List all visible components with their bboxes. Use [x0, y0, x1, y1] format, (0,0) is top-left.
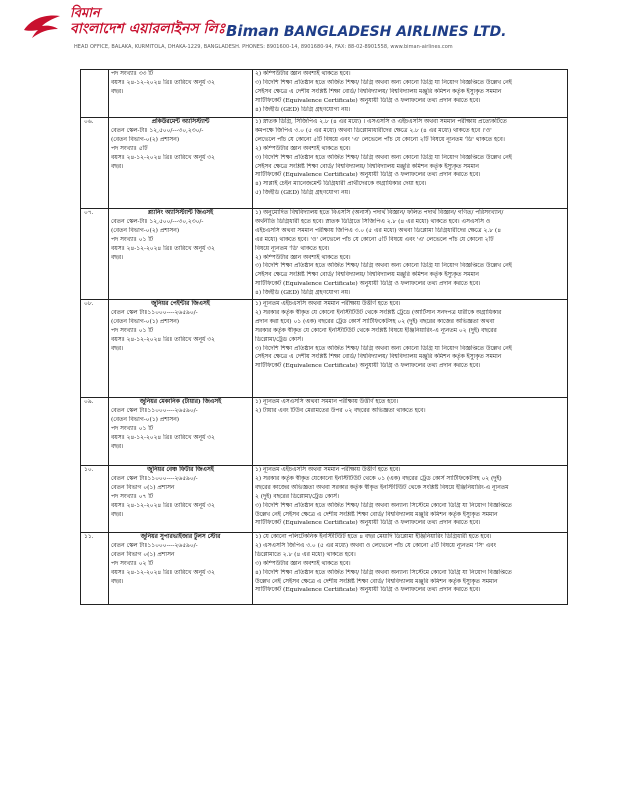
post-detail-line: পদ সংখ্যাঃ ০১ টি — [111, 327, 154, 334]
company-name-rest: BANGLADESH AIRLINES LTD. — [283, 24, 507, 40]
requirement-line: প্রদান করা হবে) ০১ (এক) বছরের ট্রেড কোর্স সার্টিফিকেটসহ ০২ (দুই) বছরের কাজের অভিজ্ঞতা অথবা — [255, 318, 495, 325]
post-title: প্রকিউরমেন্ট অ্যাসিস্ট্যান্ট — [151, 118, 210, 125]
requirement-line: সার্টিফিকেট (Equivalence Certificate) অনুযায়ী ডিগ্রি ও ফলাফলের তথ্য প্রদান করতে হবে। — [255, 172, 481, 179]
requirement-line: সার্টিফিকেট (Equivalence Certificate) অনুযায়ী ডিগ্রি ও ফলাফলের তথ্য প্রদান করতে হবে। — [255, 363, 481, 370]
requirement-line: সার্টিফিকেট (Equivalence Certificate) অনুযায়ী ডিগ্রি ও ফলাফলের তথ্য প্রদান করতে হবে। — [255, 520, 481, 527]
post-detail-line: বছর। — [111, 254, 124, 261]
post-detail-line: বয়সঃ ২৪-১২-২০২৪ খ্রিঃ তারিখে অনূর্ধ ৩২ — [111, 154, 215, 161]
letterhead — [0, 0, 618, 58]
post-detail-line: (বেতন বিভাগ-০(২) প্রশাসন) — [111, 227, 180, 234]
requirement-line: বছরের কাজের অভিজ্ঞতা অথবা সরকার কর্তৃক স্বীকৃত ইনস্টিটিউট থেকে সংশ্লিষ্ট বিষয়ে ইঞ্জিনিয়ারিং-এ ন্যূনতম — [255, 484, 509, 491]
requirement-line: ২) কম্পিউটার জ্ঞান অবশ্যই থাকতে হবে। — [255, 254, 351, 261]
requirement-line: ১) ন্যূনতম এসএসসি অথবা সমমান পরীক্ষায় উত্তীর্ণ হতে হবে। — [255, 399, 399, 405]
requirement-line: সেইসব ক্ষেত্রে এ দেশীয় সংশ্লিষ্ট শিক্ষা বোর্ড/ বিশ্ববিদ্যালয়/ বিশ্ববিদ্যালয় মঞ্জুরি কমিশন কর্তৃক ইস্যুকৃত সমমান — [255, 354, 502, 361]
post-title: জুনিয়র পেইন্টার জিএসই — [151, 300, 210, 307]
post-details — [109, 118, 253, 209]
post-detail-line: বছর। — [111, 345, 124, 352]
post-detail-line: বয়সঃ ২৪-১২-২০২৪ খ্রিঃ তারিখে অনূর্ধ ৩২ — [111, 502, 215, 509]
post-title: জুনিয়র সুপারভাইজার টুলস স্টোর — [140, 533, 221, 540]
post-detail-line: পদ সংখ্যাঃ ৩৩ টি — [111, 71, 154, 77]
post-detail-line: বেতন স্কেল টাঃ১১০০০----২৬৫৯০/- — [111, 475, 198, 482]
requirement-line: উল্লেখ নেই সেইসব ক্ষেত্রে এ দেশীয় সংশ্লিষ্ট শিক্ষা বোর্ড/ বিশ্ববিদ্যালয় মঞ্জুরি কমিশন কর্তৃক ইস্যুকৃত সমমান — [255, 578, 498, 585]
job-requirements-table — [80, 69, 568, 605]
requirement-line: সেইসব ক্ষেত্রে সংশ্লিষ্ট শিক্ষা বোর্ড/ বিশ্ববিদ্যালয়/ বিশ্ববিদ্যালয় মঞ্জুরি কমিশন কর্তৃক ইস্যুকৃত সমমান — [255, 272, 479, 279]
biman-stork-logo-icon — [22, 10, 62, 44]
requirement-line: এইচএসসি অথবা সমমান পরীক্ষায় জিপিএ ৩.০ (৫ এর মধ্যে) অথবা ডিপ্লোমা ডিগ্রিধারীদের ক্ষেত্রে ২.৮ (৪ — [255, 227, 502, 234]
post-detail-line: বছর। — [111, 578, 124, 585]
requirement-line: ১) স্নাতক ডিগ্রি, সিজিপিএ ২.৮ (৪ এর মধ্যে) । এসএসসি ও এইচএসসি অথবা সমমান পরীক্ষায় প্রত্যেকটিতে — [255, 119, 507, 125]
post-detail-line: বেতন স্কেল টাঃ১১০০০----২৬৫৯০/- — [111, 309, 198, 316]
serial-number: ১০. — [81, 466, 109, 533]
post-detail-line: (বেতন বিভাগ-০(১) প্রশাসন) — [111, 416, 180, 423]
post-detail-line: বছর। — [111, 163, 124, 170]
requirement-line: এর মধ্যে) থাকতে হবে। 'ও' লেভেলে পাঁচ যে কোনো ৫টি বিষয়ে এবং 'এ' লেভেলে পাঁচ যে কোনো ২টি — [255, 236, 494, 243]
post-detail-line: পদ সংখ্যাঃ ০১ টি — [111, 236, 154, 243]
serial-number: ০৯. — [81, 398, 109, 466]
requirement-line: সরকার কর্তৃক স্বীকৃত যে কোনো ইনস্টিটিউট থেকে সংশ্লিষ্ট বিষয়ে ইঞ্জিনিয়ারিং-এ ন্যূনতম ০২ (দুই) বছরের — [255, 327, 497, 334]
post-detail-line: বয়সঃ ২৪-১২-২০২৪ খ্রিঃ তারিখে অনূর্ধ ৩২ — [111, 79, 215, 86]
requirement-line: ৪) সাপ্লাই চেইন ম্যানেজমেন্ট ডিগ্রিধারী প্রার্থীদেরকে অগ্রাধিকার দেয়া হবে। — [255, 181, 427, 188]
serial-number: ০৮. — [81, 300, 109, 398]
table-row — [81, 300, 568, 398]
post-detail-line: বয়সঃ ২৪-১২-২০২৪ খ্রিঃ তারিখে অনূর্ধ ৩২ — [111, 245, 215, 252]
requirements — [253, 70, 568, 118]
table-row — [81, 118, 568, 209]
table-row — [81, 209, 568, 300]
requirement-line: ৩) কম্পিউটার জ্ঞান অবশ্যই থাকতে হবে। — [255, 560, 351, 567]
requirements — [253, 533, 568, 605]
requirement-line: ২) টায়ার এবং টিউব মেরামতের উপর ০২ বছরের অভিজ্ঞতা থাকতে হবে। — [255, 407, 426, 414]
requirements — [253, 398, 568, 466]
post-detail-line: বেতন বিভাগ ০(১) প্রশাসন — [111, 484, 175, 491]
requirement-line: ৩) বিদেশি শিক্ষা প্রতিষ্ঠান হতে অর্জিত শিক্ষা/ ডিগ্রি অথবা অন্য কোনো ডিগ্রি যা নিয়োগ বিজ্ঞপ্তিতে উল্লেখ নেই — [255, 154, 512, 161]
post-detail-line: বয়সঃ ২৪-১২-২০২৪ খ্রিঃ তারিখে অনূর্ধ ৩২ — [111, 434, 215, 441]
requirement-line: ৩) বিদেশি শিক্ষা প্রতিষ্ঠান হতে অর্জিত শিক্ষা/ ডিগ্রি অথবা অন্য কোনো ডিগ্রি যা নিয়োগ বিজ্ঞপ্তিতে উল্লেখ নেই — [255, 263, 512, 270]
requirement-line: বিষয়ে ন্যূনতম 'ডি' থাকতে হবে। — [255, 245, 330, 252]
company-name-bangla-line1: বিমান — [70, 6, 100, 21]
post-title: প্ল্যানিং অ্যাসিস্ট্যান্ট জিএসই — [147, 209, 214, 216]
serial-number: ১১. — [81, 533, 109, 605]
post-detail-line: পদ সংখ্যাঃ ০২ টি — [111, 560, 154, 567]
company-name-bangla — [70, 6, 225, 37]
serial-number: ০৭. — [81, 209, 109, 300]
post-detail-line: (বেতন বিভাগ-০(২) প্রশাসন) — [111, 136, 180, 143]
post-detail-line: পদ সংখ্যাঃ ০১ টি — [111, 425, 154, 432]
post-detail-line: (বেতন বিভাগ-০(১) প্রশাসন) — [111, 318, 180, 325]
requirement-line: ডিপ্লোমাতে ২.৮ (৪ এর মধ্যে) থাকতে হবে। — [255, 551, 356, 558]
post-details — [109, 398, 253, 466]
requirement-line: ২) সরকার কর্তৃক স্বীকৃত যেকোনো ইনস্টিটিউট থেকে ০১ (এক) বছরের ট্রেড কোর্স সার্টিফিকেটসহ ০২ (দুই) — [255, 475, 502, 482]
post-detail-line: বয়সঃ ২৪-১২-২০২৪ খ্রিঃ তারিখে অনূর্ধ ৩২ — [111, 336, 215, 343]
requirement-line: ডিপ্লোমা/ট্রেড কোর্স। — [255, 336, 304, 343]
requirement-line: লেভেলে পাঁচ যে কোনো ৫টি বিষয়ে এবং 'এ' লেভেলে পাঁচ যে কোনো ২টি বিষয়ে ন্যূনতম 'ডি' থাকতে হবে। — [255, 136, 505, 143]
table-row — [81, 70, 568, 118]
table-row — [81, 398, 568, 466]
requirement-line: ১) যে কোনো পলিটেকনিক ইনস্টিটিউট হতে ৪ বছর মেয়াদি ডিপ্লোমা ইঞ্জিনিয়ারিং ডিগ্রিধারী হতে হবে। — [255, 534, 492, 540]
post-detail-line: বছর। — [111, 443, 124, 450]
company-name-english — [226, 22, 507, 40]
post-detail-line: বেতন স্কেল-টাঃ ১২,৫০০/---৩০,২৩০/- — [111, 218, 204, 225]
requirement-line: সেইসব ক্ষেত্রে সংশ্লিষ্ট শিক্ষা বোর্ড/ বিশ্ববিদ্যালয়/ বিশ্ববিদ্যালয় মঞ্জুরি কমিশন কর্তৃক ইস্যুকৃত সমমান — [255, 163, 479, 170]
serial-number — [81, 70, 109, 118]
requirement-line: ৪) জিইডি (GED) ডিগ্রি গ্রহণযোগ্য নয়। — [255, 290, 351, 297]
requirement-line: ১) ন্যূনতম এইচএসসি অথবা সমমান পরীক্ষায় উত্তীর্ণ হতে হবে। — [255, 301, 401, 307]
table-row — [81, 533, 568, 605]
requirement-line: ২) কম্পিউটার জ্ঞান অবশ্যই থাকতে হবে। — [255, 145, 351, 152]
company-name-bangla-line2: বাংলাদেশ এয়ারলাইনস লিঃ — [70, 21, 226, 37]
post-details — [109, 466, 253, 533]
requirement-line: ৫) জিইডি (GED) ডিগ্রি গ্রহণযোগ্য নয়। — [255, 190, 351, 197]
requirement-line: ১) অনুমোদিত বিশ্ববিদ্যালয় হতে বিএসসি (অনার্স) পদার্থ বিজ্ঞান/ ফলিত পদার্থ বিজ্ঞান/ গণিত/ পরিসংখ্যান/ — [255, 210, 504, 216]
post-details — [109, 209, 253, 300]
post-detail-line: বছর। — [111, 88, 124, 95]
post-detail-line: বেতন স্কেল-টাঃ ১২,৫০০/---৩০,২৩০/- — [111, 127, 204, 134]
requirement-line: সার্টিফিকেট (Equivalence Certificate) অনুযায়ী ডিগ্রি ও ফলাফলের তথ্য প্রদান করতে হবে। — [255, 281, 481, 288]
requirements — [253, 209, 568, 300]
head-office-address: HEAD OFFICE, BALAKA, KURMITOLA, DHAKA-1229, BANGLADESH. PHONES: 8901600-14, 8901680-94, FAX: 88-02-8901558, www.biman-airlines.com — [74, 44, 453, 50]
requirement-line: কমপক্ষে জিপিএ ৩.০ (৫ এর মধ্যে) অথবা ডিপ্লোমাধারীদের ক্ষেত্রে ২.৮ (৪ এর মধ্যে) থাকতে হবে ।'ও' — [255, 127, 492, 134]
post-detail-line: বেতন বিভাগ ০(১) প্রশাসন — [111, 551, 175, 558]
requirements — [253, 466, 568, 533]
requirement-line: অর্থনীতি ডিগ্রিধারী হতে হবে। স্নাতক ডিগ্রিতে সিজিপিএ ২.৮ (৪ এর মধ্যে) থাকতে হবে। এসএসসি ও — [255, 218, 491, 225]
post-detail-line: বয়সঃ ২৪-১২-২০২৪ খ্রিঃ তারিখে অনূর্ধ ৩২ — [111, 569, 215, 576]
table-row — [81, 466, 568, 533]
post-detail-line: পদ সংখ্যাঃ ৫টি — [111, 145, 148, 152]
company-name-prefix: Biman — [226, 22, 280, 40]
requirement-line: সার্টিফিকেট (Equivalence Certificate) অনুযায়ী ডিগ্রি ও ফলাফলের তথ্য প্রদান করতে হবে। — [255, 587, 481, 594]
requirement-line: ১) ন্যূনতম এইচএসসি অথবা সমমান পরীক্ষায় উত্তীর্ণ হতে হবে। — [255, 467, 401, 473]
post-details — [109, 300, 253, 398]
requirement-line: ৪) জিইডি (GED) ডিগ্রি গ্রহণযোগ্য নয়। — [255, 106, 351, 113]
requirement-line: ২ (দুই) বছরের ডিপ্লোমা/ট্রেড কোর্স। — [255, 493, 339, 500]
requirement-line: সার্টিফিকেট (Equivalence Certificate) অনুযায়ী ডিগ্রি ও ফলাফলের তথ্য প্রদান করতে হবে। — [255, 97, 481, 104]
requirement-line: ২) এসএসসি জিপিএ ৩.০ (৫ এর মধ্যে) অথবা ও লেভেলে পাঁচ যে কোনো ৫টি বিষয়ে ন্যূনতম 'সি' এবং — [255, 542, 497, 549]
post-detail-line: বেতন স্কেল টাঃ১১০০০----২৬৫৯০/- — [111, 542, 198, 549]
post-title: জুনিয়র বেঞ্চ ফিটার জিএসই — [147, 466, 214, 473]
post-detail-line: পদ সংখ্যাঃ ০৭ টি — [111, 493, 154, 500]
requirement-line: ৪) বিদেশি শিক্ষা প্রতিষ্ঠান হতে অর্জিত শিক্ষা/ ডিগ্রি অথবা অন্যান্য সিস্টেমে কোনো ডিগ্রি যা নিয়োগ বিজ্ঞপ্তিতে — [255, 569, 512, 576]
requirement-line: ৩) বিদেশি শিক্ষা প্রতিষ্ঠান হতে অর্জিত শিক্ষা/ ডিগ্রি অথবা অন্যান্য সিস্টেমে কোনো ডিগ্রি যা নিয়োগ বিজ্ঞপ্তিতে — [255, 502, 512, 509]
requirement-line: উল্লেখ নেই সেইসব ক্ষেত্রে এ দেশীয় সংশ্লিষ্ট শিক্ষা বোর্ড/ বিশ্ববিদ্যালয় মঞ্জুরি কমিশন কর্তৃক ইস্যুকৃত সমমান — [255, 511, 498, 518]
requirement-line: ৩) বিদেশি শিক্ষা প্রতিষ্ঠান হতে অর্জিত শিক্ষা/ ডিগ্রি অথবা অন্য কোনো ডিগ্রি যা নিয়োগ বিজ্ঞপ্তিতে উল্লেখ নেই — [255, 345, 512, 352]
serial-number: ০৬. — [81, 118, 109, 209]
requirements — [253, 118, 568, 209]
requirement-line: ২) সরকার কর্তৃক স্বীকৃত যে কোনো ইনস্টিটিউট থেকে সংশ্লিষ্ট ট্রেডে (আর্টিসান সনদপত্র ধারীকে অগ্রাধিকার — [255, 309, 502, 316]
requirement-line: ৩) বিদেশি শিক্ষা প্রতিষ্ঠান হতে অর্জিত শিক্ষা/ ডিগ্রি অথবা অন্য কোনো ডিগ্রি যা নিয়োগ বিজ্ঞপ্তিতে উল্লেখ নেই — [255, 79, 512, 86]
post-detail-line: বছর। — [111, 511, 124, 518]
post-title: জুনিয়র মেকানিক (টায়ার) জিএসই — [139, 398, 222, 405]
post-detail-line: বেতন স্কেল টাঃ১১০০০----২৬৫৯০/- — [111, 407, 198, 414]
requirement-line: ২) কম্পিউটার জ্ঞান অবশ্যই থাকতে হবে। — [255, 71, 351, 77]
post-details — [109, 533, 253, 605]
requirement-line: সেইসব ক্ষেত্রে এ দেশীয় সংশ্লিষ্ট শিক্ষা বোর্ড/ বিশ্ববিদ্যালয়/ বিশ্ববিদ্যালয় মঞ্জুরি কমিশন কর্তৃক ইস্যুকৃত সমমান — [255, 88, 502, 95]
post-details — [109, 70, 253, 118]
requirements — [253, 300, 568, 398]
